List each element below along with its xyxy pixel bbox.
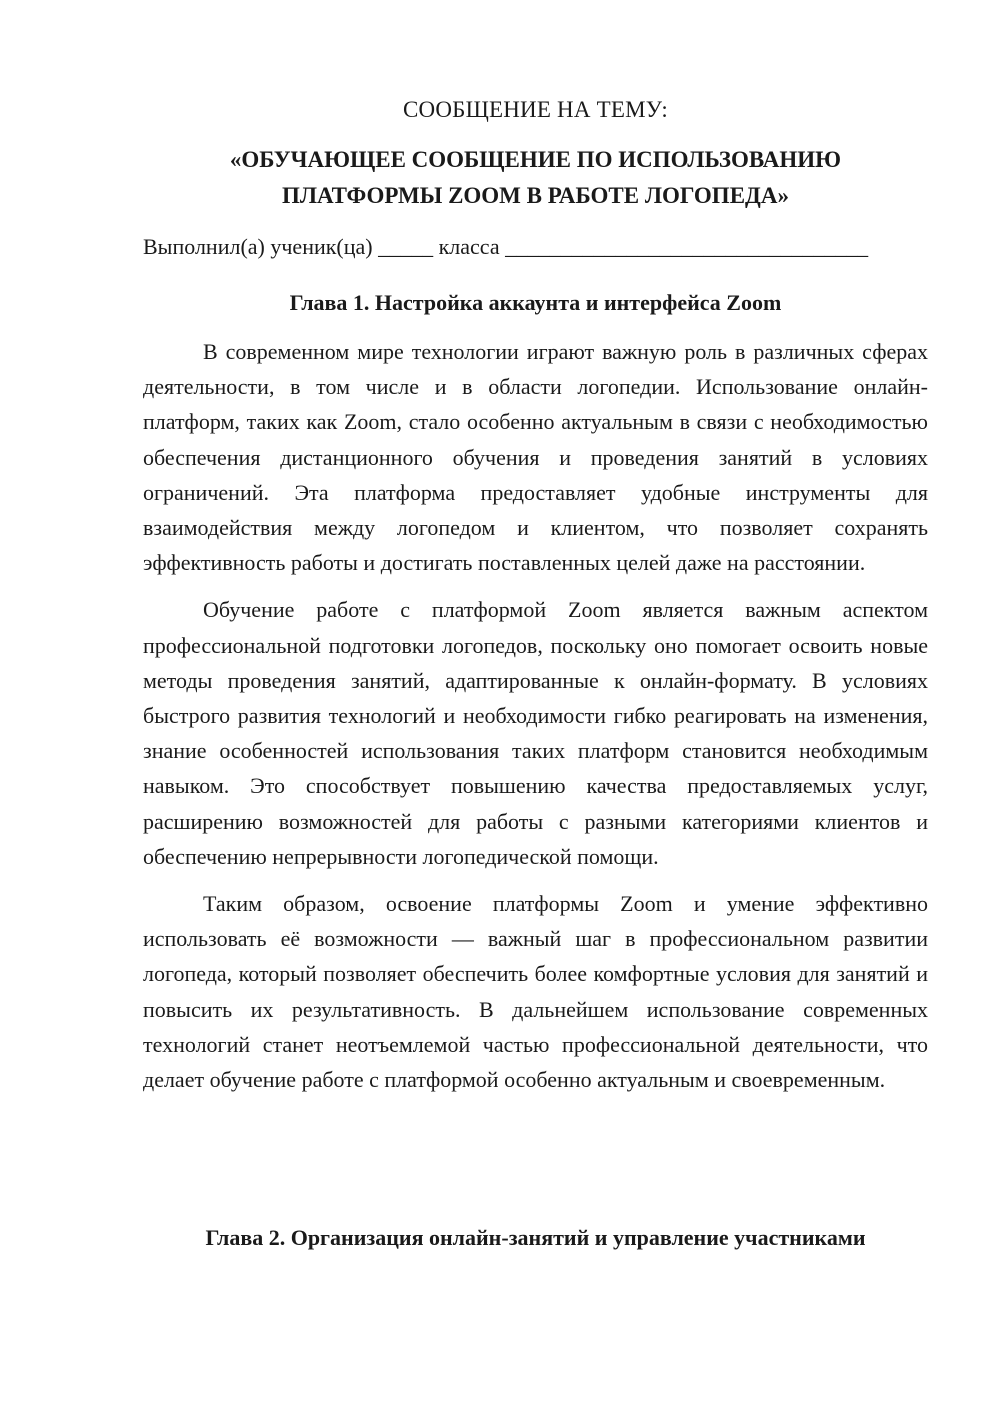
document-title-line-1: «ОБУЧАЮЩЕЕ СООБЩЕНИЕ ПО ИСПОЛЬЗОВАНИЮ xyxy=(229,147,842,172)
chapter-1-heading: Глава 1. Настройка аккаунта и интерфейса Zoom xyxy=(289,290,782,315)
author-line: Выполнил(а) ученик(ца) _____ класса _________________________________ xyxy=(143,234,869,259)
chapter-2-heading: Глава 2. Организация онлайн-занятий и управление участниками xyxy=(205,1225,866,1250)
document-topic-heading: СООБЩЕНИЕ НА ТЕМУ: xyxy=(403,97,668,122)
document-title xyxy=(143,142,928,214)
chapter-1-body xyxy=(143,334,928,1109)
paragraph-1: В современном мире технологии играют важную роль в различных сферах деятельности, в том числе и в области логопедии. Использование онлайн-платформ, таких как Zoom, стало особенно актуальным в связи с необходимостью обеспечения дистанционного обучения и проведения занятий в условиях ограничений. Эта платформа предоставляет удобные инструменты для взаимодействия между логопедом и клиентом, что позволяет сохранять эффективность работы и достигать поставленных целей даже на расстоянии. xyxy=(143,339,928,576)
document-title-line-2: ПЛАТФОРМЫ ZOOM В РАБОТЕ ЛОГОПЕДА» xyxy=(282,183,789,208)
paragraph-3: Таким образом, освоение платформы Zoom и умение эффективно использовать её возможности — важный шаг в профессиональном развитии логопеда, который позволяет обеспечить более комфортные условия для занятий и повысить их результативность. В дальнейшем использование современных технологий станет неотъемлемой частью профессиональной деятельности, что делает обучение работе с платформой особенно актуальным и своевременным. xyxy=(143,891,928,1093)
paragraph-2: Обучение работе с платформой Zoom является важным аспектом профессиональной подготовки логопедов, поскольку оно помогает освоить новые методы проведения занятий, адаптированные к онлайн-формату. В условиях быстрого развития технологий и необходимости гибко реагировать на изменения, знание особенностей использования таких платформ становится необходимым навыком. Это способствует повышению качества предоставляемых услуг, расширению возможностей для работы с разными категориями клиентов и обеспечению непрерывности логопедической помощи. xyxy=(143,597,928,869)
